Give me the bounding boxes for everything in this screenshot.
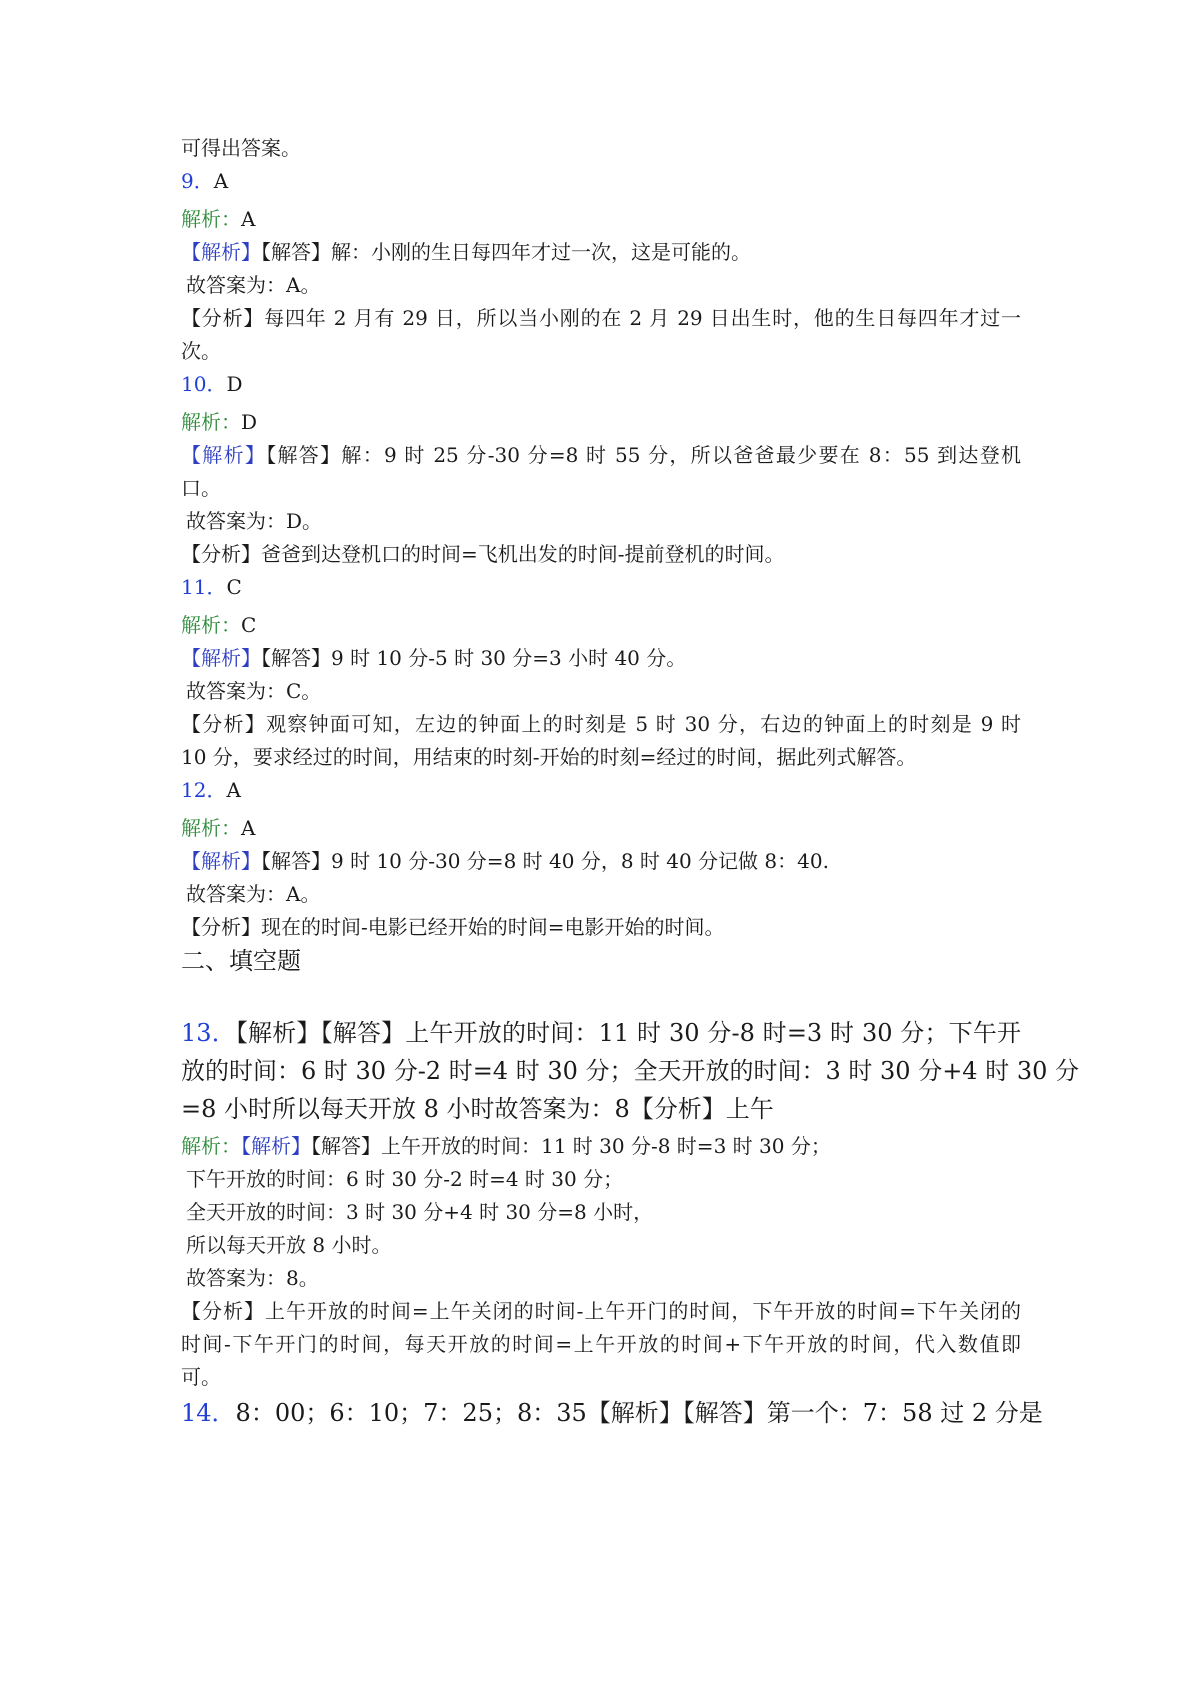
answer-line: 故答案为：D。	[186, 509, 323, 533]
question-10-answer: 10．D	[181, 372, 243, 396]
explanation-line: 次。	[181, 339, 221, 363]
solution-line: 所以每天开放 8 小时。	[186, 1233, 392, 1257]
question-number: 10．	[181, 372, 227, 396]
solution-line: 【解析】【解答】解：小刚的生日每四年才过一次，这是可能的。	[181, 240, 751, 264]
analysis-line: 解析：A	[181, 816, 256, 840]
analysis-line: 解析：A	[181, 207, 256, 231]
answer-line: =8 小时所以每天开放 8 小时故答案为：8【分析】上午	[181, 1095, 774, 1123]
explanation-line: 【分析】观察钟面可知，左边的钟面上的时刻是 5 时 30 分，右边的钟面上的时刻是 9 时	[181, 712, 1021, 736]
question-number: 13．	[181, 1019, 236, 1047]
solution-line: 【解析】【解答】9 时 10 分-5 时 30 分=3 小时 40 分。	[181, 646, 687, 670]
explanation-line: 可。	[181, 1365, 221, 1389]
analysis-line: 解析：C	[181, 613, 257, 637]
question-11-answer: 11．C	[181, 575, 242, 599]
question-number: 9．	[181, 169, 214, 193]
text-line: 可得出答案。	[181, 136, 301, 160]
explanation-line: 时间-下午开门的时间，每天开放的时间=上午开放的时间+下午开放的时间，代入数值即	[181, 1332, 1021, 1356]
question-number: 11．	[181, 575, 227, 599]
question-12-answer: 12．A	[181, 778, 241, 802]
explanation-line: 【分析】每四年 2 月有 29 日，所以当小刚的在 2 月 29 日出生时，他的生日每四年才过一	[181, 306, 1021, 330]
answer-line: 故答案为：C。	[186, 679, 322, 703]
analysis-line: 解析：【解析】【解答】上午开放的时间：11 时 30 分-8 时=3 时 30 分；	[181, 1134, 831, 1158]
solution-line: 【解析】【解答】解：9 时 25 分-30 分=8 时 55 分，所以爸爸最少要在 8：55 到达登机	[181, 443, 1022, 467]
answer-line: 放的时间：6 时 30 分-2 时=4 时 30 分；全天开放的时间：3 时 30 分+4 时 30 分	[181, 1057, 1080, 1085]
question-9-answer: 9．A	[181, 169, 229, 193]
question-number: 12．	[181, 778, 227, 802]
explanation-line: 【分析】爸爸到达登机口的时间=飞机出发的时间-提前登机的时间。	[181, 542, 785, 566]
solution-line: 【解析】【解答】9 时 10 分-30 分=8 时 40 分，8 时 40 分记做 8：40.	[181, 849, 829, 873]
question-number: 14．	[181, 1399, 236, 1427]
question-13-answer: 13．【解析】【解答】上午开放的时间：11 时 30 分-8 时=3 时 30 分；下午开	[181, 1019, 1021, 1047]
answer-line: 故答案为：8。	[186, 1266, 319, 1290]
answer-line: 故答案为：A。	[186, 273, 321, 297]
question-14-answer: 14．8：00；6：10；7：25；8：35【解析】【解答】第一个：7：58 过 2 分是	[181, 1399, 1043, 1427]
explanation-line: 【分析】现在的时间-电影已经开始的时间=电影开始的时间。	[181, 915, 725, 939]
solution-line: 下午开放的时间：6 时 30 分-2 时=4 时 30 分；	[186, 1167, 624, 1191]
analysis-line: 解析：D	[181, 410, 258, 434]
section-heading: 二、填空题	[181, 947, 301, 975]
solution-line: 口。	[181, 476, 221, 500]
solution-line: 全天开放的时间：3 时 30 分+4 时 30 分=8 小时，	[186, 1200, 654, 1224]
explanation-line: 【分析】上午开放的时间=上午关闭的时间-上午开门的时间，下午开放的时间=下午关闭的	[181, 1299, 1021, 1323]
explanation-line: 10 分，要求经过的时间，用结束的时刻-开始的时刻=经过的时间，据此列式解答。	[181, 745, 917, 769]
answer-line: 故答案为：A。	[186, 882, 321, 906]
